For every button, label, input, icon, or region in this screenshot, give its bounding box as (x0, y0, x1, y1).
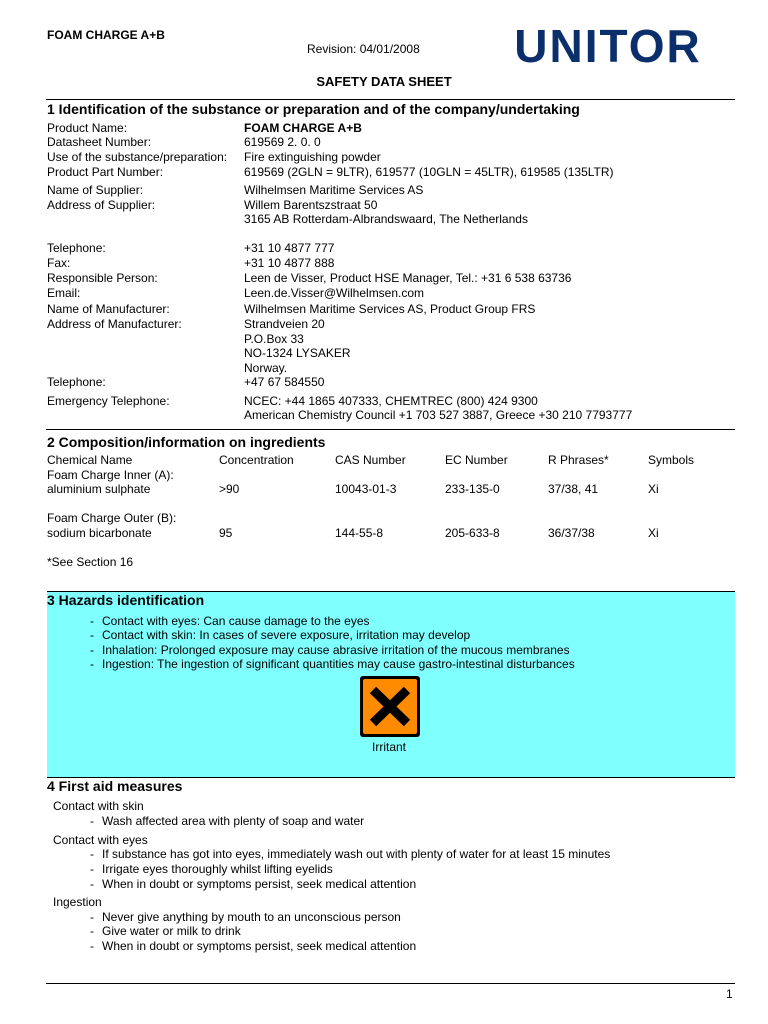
table-cell: 233-135-0 (445, 482, 500, 496)
field-value: Leen de Visser, Product HSE Manager, Tel.: +31 6 538 63736 (244, 271, 572, 285)
table-cell: sodium bicarbonate (47, 526, 152, 540)
responsible-person-row (47, 271, 737, 286)
list-item: - Contact with skin: In cases of severe exposure, irritation may develop (90, 628, 471, 642)
field-value: FOAM CHARGE A+B (244, 121, 362, 135)
emergency-line2: American Chemistry Council +1 703 527 3887, Greece +30 210 7793777 (244, 408, 633, 422)
supplier-address-row (47, 198, 737, 213)
fax-row (47, 256, 737, 271)
list-item: - Inhalation: Prolonged exposure may cause abrasive irritation of the mucous membranes (90, 643, 570, 657)
emergency-telephone-row (47, 394, 737, 409)
divider (46, 429, 735, 430)
field-label: Product Part Number: (47, 165, 164, 179)
table-header: Chemical Name (47, 453, 133, 467)
page-number: 1 (726, 987, 733, 1001)
field-label: Telephone: (47, 241, 106, 255)
field-value: +31 10 4877 777 (244, 241, 335, 255)
manufacturer-address-line: P.O.Box 33 (244, 332, 304, 346)
product-name-row (47, 121, 737, 136)
unitor-logo (514, 20, 702, 72)
table-cell: Xi (648, 482, 659, 496)
field-label: Telephone: (47, 375, 106, 389)
doc-title: SAFETY DATA SHEET (316, 74, 452, 89)
field-label: Use of the substance/preparation: (47, 150, 228, 164)
list-item-text: Irrigate eyes thoroughly whilst lifting eyelids (102, 862, 333, 876)
use-row (47, 150, 737, 165)
section-2-title: 2 Composition/information on ingredients (47, 434, 326, 450)
group-label: Foam Charge Outer (B): (47, 511, 177, 525)
field-value: Strandveien 20 (244, 317, 325, 331)
list-item: - Contact with eyes: Can cause damage to the eyes (90, 614, 370, 628)
field-value: +31 10 4877 888 (244, 256, 335, 270)
product-header: FOAM CHARGE A+B (47, 28, 165, 42)
manufacturer-address-row (47, 317, 737, 332)
field-label: Emergency Telephone: (47, 394, 170, 408)
field-value: NCEC: +44 1865 407333, CHEMTREC (800) 424 9300 (244, 394, 538, 408)
table-cell: 37/38, 41 (548, 482, 599, 496)
list-item-text: Wash affected area with plenty of soap and water (102, 814, 365, 828)
list-item-text: If substance has got into eyes, immediately wash out with plenty of water for at least 15 minutes (102, 847, 611, 861)
table-header: R Phrases* (548, 453, 609, 467)
logo-text: UNITOR (514, 20, 702, 72)
field-label: Email: (47, 286, 81, 300)
manufacturer-address-line: NO-1324 LYSAKER (244, 346, 351, 360)
first-aid-group-label: Ingestion (53, 895, 102, 909)
field-label: Fax: (47, 256, 71, 270)
revision-date: Revision: 04/01/2008 (307, 42, 420, 56)
field-value: +47 67 584550 (244, 375, 325, 389)
list-item: - Ingestion: The ingestion of significant quantities may cause gastro-intestinal disturbances (90, 657, 575, 671)
list-item-text: Ingestion: The ingestion of significant quantities may cause gastro-intestinal disturbances (102, 657, 575, 671)
divider (46, 99, 735, 100)
list-item-text: Inhalation: Prolonged exposure may cause abrasive irritation of the mucous membranes (102, 643, 570, 657)
manufacturer-name-row (47, 302, 737, 317)
telephone-row (47, 241, 737, 256)
email-row (47, 286, 737, 301)
field-label: Name of Manufacturer: (47, 302, 170, 316)
table-header: Concentration (219, 453, 294, 467)
table-header: EC Number (445, 453, 508, 467)
manufacturer-address-line: Norway. (244, 361, 288, 375)
table-header: Symbols (648, 453, 695, 467)
field-value: Leen.de.Visser@Wilhelmsen.com (244, 286, 425, 300)
section-4-title: 4 First aid measures (47, 778, 183, 794)
irritant-label: Irritant (372, 740, 407, 754)
table-cell: 95 (219, 526, 233, 540)
group-label: Foam Charge Inner (A): (47, 468, 174, 482)
field-value: Willem Barentszstraat 50 (244, 198, 378, 212)
table-header: CAS Number (335, 453, 406, 467)
first-aid-group-label: Contact with skin (53, 799, 144, 813)
table-cell: Xi (648, 526, 659, 540)
list-item: - Give water or milk to drink (90, 924, 241, 938)
field-label: Responsible Person: (47, 271, 158, 285)
section-1-title: 1 Identification of the substance or preparation and of the company/undertaking (47, 101, 580, 117)
supplier-address-line2: 3165 AB Rotterdam-Albrandswaard, The Netherlands (244, 212, 528, 226)
list-item: - Wash affected area with plenty of soap and water (90, 814, 365, 828)
field-value: Wilhelmsen Maritime Services AS (244, 183, 424, 197)
table-cell: 10043-01-3 (335, 482, 397, 496)
list-item: - When in doubt or symptoms persist, seek medical attention (90, 877, 417, 891)
list-item: - If substance has got into eyes, immediately wash out with plenty of water for at least 15 minutes (90, 847, 611, 861)
list-item-text: Give water or milk to drink (102, 924, 241, 938)
section-3-title: 3 Hazards identification (47, 592, 205, 608)
footnote: *See Section 16 (47, 555, 134, 569)
table-cell: 36/37/38 (548, 526, 595, 540)
list-item-text: When in doubt or symptoms persist, seek medical attention (102, 877, 417, 891)
list-item-text: Contact with eyes: Can cause damage to the eyes (102, 614, 370, 628)
footer-divider (46, 983, 735, 984)
datasheet-number-row (47, 135, 737, 150)
list-item-text: Contact with skin: In cases of severe exposure, irritation may develop (102, 628, 471, 642)
field-value: Wilhelmsen Maritime Services AS, Product Group FRS (244, 302, 536, 316)
field-value: 619569 2. 0. 0 (244, 135, 321, 149)
irritant-pictogram-icon (359, 675, 421, 738)
telephone-2-row (47, 375, 737, 390)
field-label: Address of Manufacturer: (47, 317, 182, 331)
field-label: Name of Supplier: (47, 183, 144, 197)
part-number-row (47, 165, 737, 180)
table-cell: 144-55-8 (335, 526, 384, 540)
field-value: Fire extinguishing powder (244, 150, 381, 164)
list-item-text: When in doubt or symptoms persist, seek medical attention (102, 939, 417, 953)
list-item: - Irrigate eyes thoroughly whilst lifting eyelids (90, 862, 333, 876)
list-item: - Never give anything by mouth to an unconscious person (90, 910, 401, 924)
field-label: Address of Supplier: (47, 198, 156, 212)
field-value: 619569 (2GLN = 9LTR), 619577 (10GLN = 45LTR), 619585 (135LTR) (244, 165, 614, 179)
table-cell: aluminium sulphate (47, 482, 151, 496)
field-label: Product Name: (47, 121, 128, 135)
table-cell: 205-633-8 (445, 526, 500, 540)
list-item-text: Never give anything by mouth to an unconscious person (102, 910, 401, 924)
table-cell: >90 (219, 482, 240, 496)
field-label: Datasheet Number: (47, 135, 152, 149)
supplier-name-row (47, 183, 737, 198)
list-item: - When in doubt or symptoms persist, seek medical attention (90, 939, 417, 953)
first-aid-group-label: Contact with eyes (53, 833, 148, 847)
